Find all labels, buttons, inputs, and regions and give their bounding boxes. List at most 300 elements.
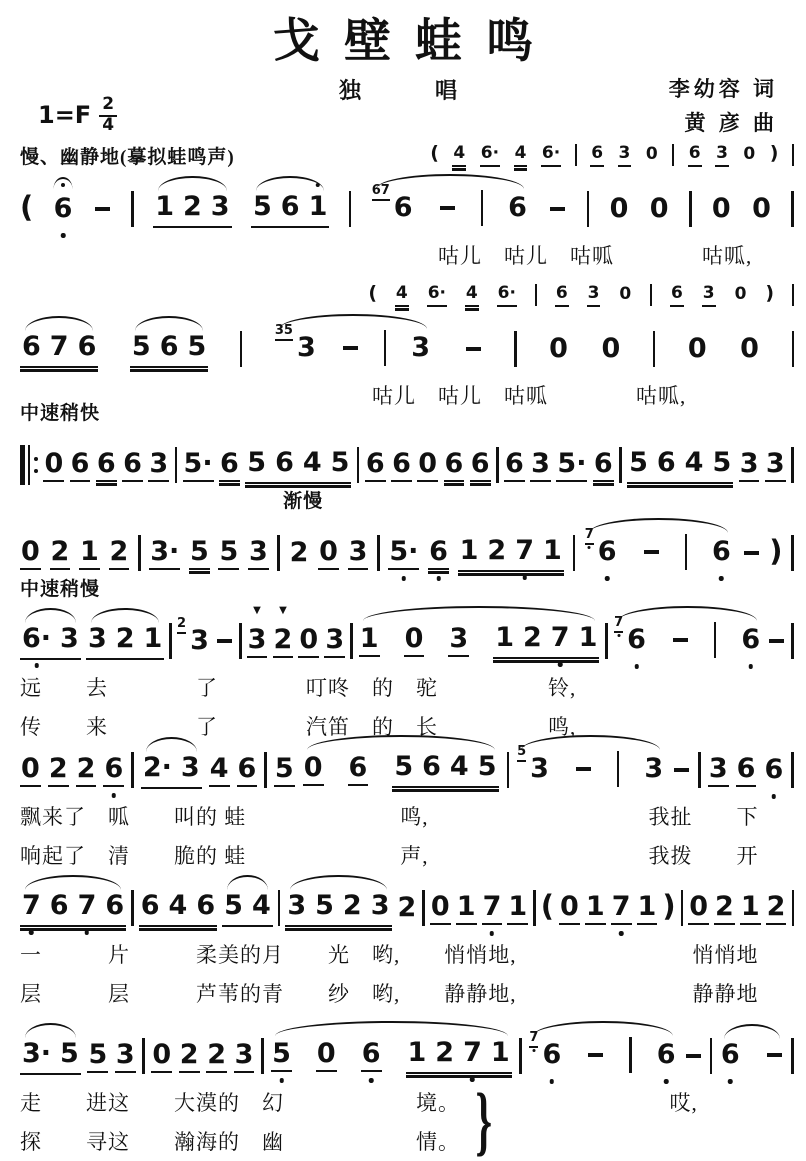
note-token xyxy=(219,449,240,482)
note-token xyxy=(210,192,231,223)
note-token xyxy=(53,194,74,225)
repeat-start-token xyxy=(20,445,38,485)
note-text: 0 xyxy=(303,753,324,786)
octave-dot-low xyxy=(61,233,66,238)
note-text: 0 xyxy=(404,624,425,657)
barline-token xyxy=(535,284,537,306)
note-token xyxy=(218,537,239,570)
barline-token xyxy=(264,752,267,788)
note-token xyxy=(183,449,214,482)
note-token xyxy=(271,1039,292,1072)
octave-dot-low xyxy=(550,1079,555,1084)
tempo-marking: 中速稍快 xyxy=(20,403,101,424)
note-token xyxy=(559,892,580,925)
note-text xyxy=(251,191,329,228)
note-token xyxy=(486,536,507,567)
note-text: 1 xyxy=(495,621,514,653)
note-token xyxy=(611,892,632,925)
note-token xyxy=(274,322,317,364)
octave-dot-low xyxy=(664,1079,669,1084)
note-text: 2 xyxy=(206,1040,227,1073)
note-token xyxy=(449,752,470,783)
note-text xyxy=(86,623,164,660)
note-text: 6 xyxy=(348,753,369,786)
barline-token xyxy=(349,191,352,227)
note-text xyxy=(20,890,126,927)
note-text: 1 xyxy=(578,621,598,653)
note-text: 3 xyxy=(210,190,230,222)
notes-row xyxy=(20,182,794,231)
dash-token xyxy=(466,347,481,351)
slur-group xyxy=(274,322,432,369)
note-token xyxy=(316,1039,337,1072)
dash-token xyxy=(217,639,232,643)
note-text: 3 xyxy=(370,889,390,921)
octave-dot-low xyxy=(29,930,34,935)
accent-icon: ▼ xyxy=(279,604,287,616)
dash-token xyxy=(769,639,784,643)
note-text: 5· xyxy=(556,449,587,482)
note-text: 0 xyxy=(609,192,629,224)
note-text: 6 xyxy=(140,889,160,921)
note-token xyxy=(96,449,117,482)
barline-token xyxy=(131,752,134,788)
time-numerator: 2 xyxy=(99,96,117,117)
note-token xyxy=(590,144,604,167)
slur-group xyxy=(251,191,329,228)
note-token xyxy=(421,752,442,783)
note-token xyxy=(77,332,98,363)
accent-icon: ▼ xyxy=(253,604,261,616)
note-token xyxy=(159,332,180,363)
note-token xyxy=(507,892,528,925)
barline-token xyxy=(507,752,510,788)
note-text: 5 xyxy=(477,750,497,782)
fermata-dot xyxy=(61,183,65,187)
note-token xyxy=(154,192,175,223)
note-text: 6 xyxy=(122,449,143,482)
dash-token xyxy=(550,207,565,211)
note-text: 1 xyxy=(79,537,100,570)
barline-token xyxy=(617,751,620,787)
lyric-line: 一 片 柔美的月 光 哟, 悄悄地, 悄悄地 xyxy=(20,943,759,967)
cue-notes xyxy=(368,282,794,308)
note-text: 2 ▼ xyxy=(273,625,294,658)
key-signature xyxy=(38,96,117,135)
barline-token xyxy=(792,890,795,926)
note-text: 6 xyxy=(70,449,91,482)
note-text: 1 xyxy=(637,892,658,925)
note-token xyxy=(456,892,477,925)
note-text: 3 xyxy=(618,144,632,167)
slur-group xyxy=(153,191,231,228)
slur-group xyxy=(270,1036,513,1077)
note-token xyxy=(688,892,709,925)
note-text: 0 xyxy=(316,1039,337,1072)
note-text: 1 xyxy=(143,622,163,654)
note-text: 6· xyxy=(541,144,561,167)
note-text: 4 xyxy=(251,889,271,921)
note-token xyxy=(348,537,369,570)
note-text: 0 xyxy=(711,192,731,224)
note-text: 6 xyxy=(103,754,124,787)
note-token xyxy=(122,449,143,482)
note-text: 5· xyxy=(388,537,419,570)
note-token xyxy=(392,751,498,788)
note-text: 0 xyxy=(688,892,709,925)
note-text xyxy=(516,743,665,790)
note-text: 5· xyxy=(183,449,214,482)
tempo-marking: 渐慢 xyxy=(283,491,324,512)
octave-dot-low xyxy=(85,930,90,935)
barline-token xyxy=(514,331,517,367)
note-text: 4 xyxy=(395,284,409,307)
note-token xyxy=(618,144,632,167)
note-token xyxy=(736,754,757,787)
note-token xyxy=(330,448,351,479)
music-system xyxy=(20,574,794,741)
note-text: 3 xyxy=(296,331,316,363)
note-token xyxy=(189,537,210,570)
note-text: 3 xyxy=(324,625,345,658)
barline-token xyxy=(710,1038,713,1074)
grace-note: 7 xyxy=(585,528,594,545)
slur-group xyxy=(584,526,733,573)
note-text: 0 xyxy=(743,143,756,164)
barline-token xyxy=(792,144,794,166)
note-text: 6 xyxy=(22,330,41,362)
note-text xyxy=(392,751,498,788)
note-token xyxy=(314,891,335,922)
note-text: 5 xyxy=(315,889,334,921)
note-token xyxy=(410,333,431,364)
note-text: 2 xyxy=(50,537,71,570)
note-text: 3 xyxy=(248,537,269,570)
note-text: 3 ▼ xyxy=(247,625,268,658)
note-token xyxy=(765,449,786,482)
note-token xyxy=(459,536,480,567)
note-text: 1 xyxy=(585,892,606,925)
note-text: 2· xyxy=(142,751,172,783)
note-token xyxy=(151,1040,172,1073)
note-text: 1 xyxy=(155,190,174,222)
octave-dot-high xyxy=(316,183,321,188)
notes-row xyxy=(20,886,794,930)
time-denominator: 4 xyxy=(102,114,115,135)
note-text: 0 xyxy=(20,537,41,570)
grace-note: 5 xyxy=(517,745,526,762)
note-token xyxy=(465,284,479,307)
paren-token: ) xyxy=(769,142,779,164)
note-token xyxy=(289,538,310,569)
note-token xyxy=(541,144,561,167)
note-token xyxy=(21,624,52,655)
slur-group xyxy=(222,890,273,927)
note-text: 6 xyxy=(237,754,258,787)
note-token xyxy=(303,753,324,786)
note-token xyxy=(763,755,784,786)
note-text: 5 xyxy=(189,537,210,570)
grace-note: 2 xyxy=(177,617,186,634)
slur-group xyxy=(613,614,762,661)
note-text xyxy=(20,331,98,368)
note-token xyxy=(348,753,369,786)
barline-token xyxy=(519,1038,522,1074)
note-token xyxy=(649,194,670,225)
note-text: 7 xyxy=(514,536,535,567)
note-token xyxy=(21,1039,52,1070)
note-text: 0 xyxy=(601,332,621,364)
note-token xyxy=(168,891,189,922)
note-text: 2 xyxy=(714,892,735,925)
note-token xyxy=(742,145,756,166)
music-system xyxy=(20,1010,794,1156)
note-token xyxy=(628,448,649,479)
note-text: 1 xyxy=(543,534,562,566)
note-token xyxy=(711,194,732,225)
note-text xyxy=(627,447,733,484)
note-text: 2 xyxy=(397,891,417,923)
note-text: 5 xyxy=(224,889,243,921)
lyric-line: 咕儿 咕儿 咕呱 咕呱, xyxy=(20,244,753,268)
dash-token xyxy=(674,768,689,772)
page-title: 戈壁蛙鸣 xyxy=(273,16,557,68)
note-token xyxy=(361,1039,382,1072)
note-text xyxy=(245,447,351,484)
note-text: 6 xyxy=(196,889,216,921)
slur-group xyxy=(130,331,208,368)
credits xyxy=(669,72,778,140)
note-token xyxy=(308,192,329,223)
time-signature xyxy=(99,96,117,135)
note-token xyxy=(148,449,169,482)
barline-token xyxy=(496,447,499,483)
glyph xyxy=(28,445,30,485)
music-system xyxy=(20,486,794,575)
note-text: 6 xyxy=(504,449,525,482)
barline-token xyxy=(685,534,688,570)
lyric-line: 层 层 芦苇的青 纱 哟, 静静地, 静静地 xyxy=(20,982,759,1006)
note-token xyxy=(444,449,465,482)
cue-row xyxy=(368,282,794,308)
dash-token xyxy=(744,551,759,555)
tempo-marking: 中速稍慢 xyxy=(20,579,101,600)
dash-token xyxy=(644,550,659,554)
note-text: 3 xyxy=(190,624,209,656)
paren-token: ( xyxy=(20,190,34,224)
note-text: 5 xyxy=(712,446,732,478)
note-token xyxy=(195,891,216,922)
note-token xyxy=(734,285,748,306)
note-text: 1 xyxy=(407,1036,427,1068)
note-token xyxy=(504,449,525,482)
note-token xyxy=(103,754,124,787)
slur-group xyxy=(20,331,98,368)
note-token xyxy=(715,144,729,167)
grace-note: 35 xyxy=(275,324,293,341)
barline-token xyxy=(698,752,701,788)
slur-group xyxy=(20,890,126,927)
note-token xyxy=(514,536,535,567)
barline-token xyxy=(714,622,717,658)
note-token xyxy=(548,334,569,365)
note-text: 3 xyxy=(234,1040,255,1073)
note-text: 4 xyxy=(302,446,322,478)
note-token xyxy=(627,447,733,484)
note-text xyxy=(153,191,231,228)
note-text xyxy=(222,890,273,927)
note-token xyxy=(342,891,363,922)
note-text: 7 xyxy=(49,330,69,362)
barline-token xyxy=(791,191,794,227)
note-text: 6 xyxy=(736,754,757,787)
note-token xyxy=(507,193,528,224)
ending-brace: } xyxy=(475,1079,493,1161)
note-text xyxy=(458,535,564,572)
note-text: 6 xyxy=(508,191,527,223)
note-text: 6 xyxy=(422,750,441,782)
slur-group xyxy=(371,182,529,229)
barline-token xyxy=(277,535,280,571)
note-text xyxy=(371,182,529,229)
octave-dot-low xyxy=(617,634,620,637)
note-token xyxy=(643,754,664,785)
slur-group xyxy=(285,890,391,927)
note-token xyxy=(714,892,735,925)
note-text: 0 xyxy=(687,332,707,364)
octave-dot-low xyxy=(34,663,39,668)
octave-dot-low xyxy=(634,664,639,669)
barline-token xyxy=(239,623,242,659)
note-token xyxy=(76,754,97,787)
octave-dot-low xyxy=(772,794,777,799)
note-text: 3 xyxy=(765,449,786,482)
octave-dot-low xyxy=(490,931,495,936)
note-token xyxy=(462,1038,483,1069)
note-token xyxy=(187,332,208,363)
note-text: 3 xyxy=(530,752,549,784)
note-token xyxy=(720,1040,741,1071)
music-system xyxy=(20,724,794,870)
note-token xyxy=(490,1038,511,1069)
credit-composer: 黄 彦 曲 xyxy=(684,111,778,135)
note-text: 6 xyxy=(96,449,117,482)
note-token xyxy=(740,625,761,656)
note-token xyxy=(234,1040,255,1073)
note-text: 6 xyxy=(219,449,240,482)
note-token xyxy=(739,334,760,365)
note-text: 0 xyxy=(318,537,339,570)
note-token xyxy=(585,892,606,925)
note-token xyxy=(109,537,130,570)
note-text: 2 xyxy=(289,536,309,568)
note-text: 5 xyxy=(629,446,648,478)
note-token xyxy=(252,192,273,223)
note-text xyxy=(141,752,202,789)
note-token xyxy=(514,144,528,167)
note-token xyxy=(428,537,449,570)
note-token xyxy=(740,892,761,925)
note-text: 5 xyxy=(252,190,272,222)
note-text: 2 xyxy=(115,622,135,654)
octave-dot-low xyxy=(749,664,754,669)
octave-dot-low xyxy=(279,1078,284,1083)
glyph xyxy=(20,445,25,485)
slur-group xyxy=(516,743,665,790)
note-text: 6 xyxy=(670,284,684,307)
note-text: 7 xyxy=(611,892,632,925)
grace-note: 67 xyxy=(372,184,390,201)
lyric-line: 走 进这 大漠的 幻 境。 哎, xyxy=(20,1091,698,1115)
note-token xyxy=(246,448,267,479)
note-text: 5 xyxy=(187,330,207,362)
note-text: 3 xyxy=(587,284,601,307)
barline-token xyxy=(791,752,794,788)
note-token xyxy=(452,144,466,167)
paren-token: ) xyxy=(662,889,676,923)
note-token xyxy=(87,624,108,655)
note-token xyxy=(550,623,571,654)
note-text: 3 xyxy=(739,449,760,482)
note-text: 1 xyxy=(359,624,380,657)
barline-token xyxy=(629,1037,632,1073)
barline-token xyxy=(533,890,536,926)
note-text xyxy=(584,526,733,573)
note-token xyxy=(687,334,708,365)
cue-notes xyxy=(430,142,794,168)
barline-token xyxy=(653,331,656,367)
note-token xyxy=(179,1040,200,1073)
note-token xyxy=(142,753,173,784)
note-token xyxy=(584,526,618,568)
note-text: 2 xyxy=(487,534,507,566)
slur-group xyxy=(20,623,81,660)
paren-token: ) xyxy=(765,282,775,304)
grace-note: 7 xyxy=(529,1031,538,1048)
note-token xyxy=(618,285,632,306)
note-token xyxy=(273,604,294,658)
note-token xyxy=(49,891,70,922)
music-system xyxy=(20,142,794,270)
note-token xyxy=(104,891,125,922)
note-text: 0 xyxy=(298,625,319,658)
lyric-line: 传 来 了 汽笛 的 长 鸣, xyxy=(20,715,577,739)
note-text: 2 xyxy=(182,190,202,222)
note-text: 3 xyxy=(411,331,431,363)
slur-group xyxy=(302,750,500,791)
note-token xyxy=(79,537,100,570)
paren-token: ( xyxy=(540,889,555,923)
note-token xyxy=(427,284,447,307)
note-text: 0 xyxy=(151,1040,172,1073)
barline-token xyxy=(619,447,622,483)
note-text: 5 xyxy=(274,754,295,787)
note-token xyxy=(318,537,339,570)
note-text: 1 xyxy=(456,892,477,925)
note-text: 0 xyxy=(549,332,568,364)
slur-group xyxy=(528,1029,677,1076)
barline-token xyxy=(650,284,652,306)
note-text: 0 xyxy=(43,449,64,482)
note-text: 7 xyxy=(21,891,42,922)
slur-group xyxy=(20,1038,81,1075)
note-text: 6 xyxy=(555,284,569,307)
note-token xyxy=(280,192,301,223)
subtitle-row xyxy=(0,74,806,144)
note-text: 5 xyxy=(60,1037,79,1069)
notes-row xyxy=(20,604,794,663)
note-token xyxy=(139,890,217,927)
